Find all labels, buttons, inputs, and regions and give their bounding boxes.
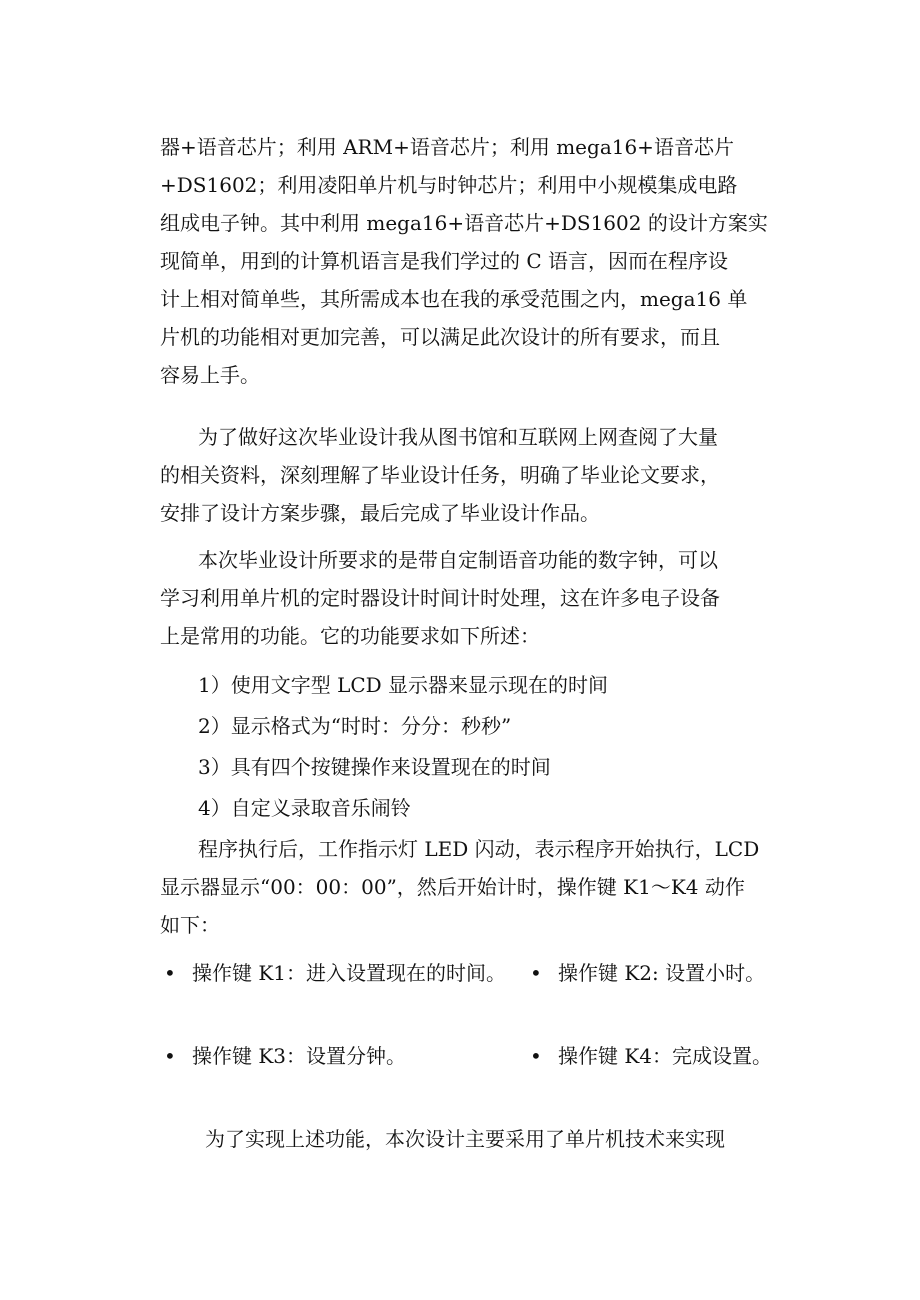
paragraph-implementation <box>160 1120 770 1158</box>
bullet-icon: • <box>530 961 542 985</box>
text-line: 安排了设计方案步骤，最后完成了毕业设计作品。 <box>160 501 600 525</box>
text-line: +DS1602；利用凌阳单片机与时钟芯片；利用中小规模集成电路 <box>160 173 738 197</box>
text-line: 组成电子钟。其中利用 mega16+语音芯片+DS1602 的设计方案实 <box>160 211 768 235</box>
text-line: 现简单，用到的计算机语言是我们学过的 C 语言，因而在程序设 <box>160 249 729 273</box>
bullet-icon: • <box>530 1044 542 1068</box>
text-line: 器+语音芯片；利用 ARM+语音芯片；利用 mega16+语音芯片 <box>160 135 734 159</box>
bullet-item-k4 <box>530 1037 772 1075</box>
list-item: 1）使用文字型 LCD 显示器来显示现在的时间 <box>198 673 609 697</box>
text-line: 程序执行后，工作指示灯 LED 闪动，表示程序开始执行，LCD <box>198 837 760 861</box>
bullet-text: 操作键 K2: 设置小时。 <box>558 961 766 985</box>
text-line: 容易上手。 <box>160 363 260 387</box>
text-line: 计上相对简单些，其所需成本也在我的承受范围之内，mega16 单 <box>160 287 748 311</box>
text-line: 为了做好这次毕业设计我从图书馆和互联网上网查阅了大量 <box>198 425 718 449</box>
bullet-icon: • <box>164 961 176 985</box>
text-line: 为了实现上述功能，本次设计主要采用了单片机技术来实现 <box>205 1127 725 1151</box>
bullet-text: 操作键 K3：设置分钟。 <box>192 1044 407 1068</box>
paragraph-program-run <box>160 830 770 944</box>
text-line: 学习利用单片机的定时器设计时间计时处理，这在许多电子设备 <box>160 586 720 610</box>
bullet-item-k1 <box>164 954 506 992</box>
paragraph-design-options <box>160 128 770 394</box>
text-line: 片机的功能相对更加完善，可以满足此次设计的所有要求，而且 <box>160 325 720 349</box>
paragraph-requirements-intro <box>160 541 770 655</box>
bullet-text: 操作键 K4：完成设置。 <box>558 1044 773 1068</box>
text-line: 上是常用的功能。它的功能要求如下所述： <box>160 624 540 648</box>
list-item: 4）自定义录取音乐闹铃 <box>198 796 411 820</box>
text-line: 本次毕业设计所要求的是带自定制语音功能的数字钟，可以 <box>198 548 718 572</box>
bullet-text: 操作键 K1：进入设置现在的时间。 <box>192 961 507 985</box>
paragraph-research <box>160 418 770 532</box>
list-item: 2）显示格式为“时时：分分：秒秒” <box>198 714 512 738</box>
text-line: 如下： <box>160 913 220 937</box>
bullet-icon: • <box>164 1044 176 1068</box>
requirements-list <box>160 666 770 827</box>
bullet-item-k2 <box>530 954 765 992</box>
text-line: 显示器显示“00：00：00”，然后开始计时，操作键 K1～K4 动作 <box>160 875 745 899</box>
bullet-item-k3 <box>164 1037 406 1075</box>
list-item: 3）具有四个按键操作来设置现在的时间 <box>198 755 551 779</box>
text-line: 的相关资料，深刻理解了毕业设计任务，明确了毕业论文要求， <box>160 463 720 487</box>
